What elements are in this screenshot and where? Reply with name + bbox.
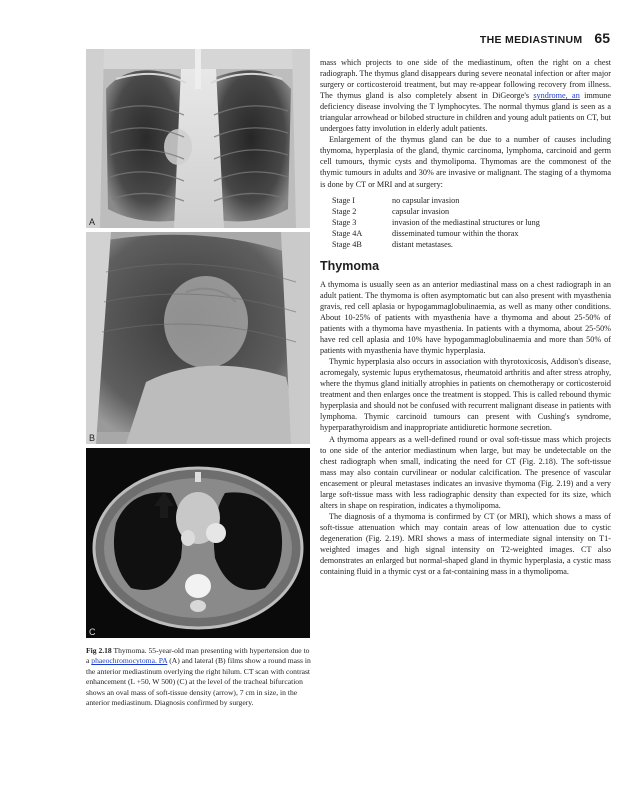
page-number: 65 [594,30,610,46]
figure-label: Fig 2.18 [86,646,112,655]
panel-letter-c: C [89,627,96,637]
body-text-column [320,57,611,577]
paragraph-1-text-a: mass which projects to one side of the mediastinum, often the right on a chest radiograph. The thymus gland disappears during severe neonatal infection or after major surgery or corticosteroid treatment, but may re-appear following recovery from illness. The thymus gland is also completely absent in DiGeorge's [320,58,611,101]
staging-row [332,195,611,206]
paragraph-1-text-b: immune deficiency disease involving the T lymphocytes. The normal thymus gland is seen as a triangular arrowhead or bilobed structure in children and young adult patients on CT, but undergoes fatty involution in elderly adult patients. [320,91,611,134]
stage-description: capsular invasion [392,206,450,216]
figure-panel-a-pa-radiograph [86,49,310,228]
caption-link[interactable]: phaeochromocytoma. PA [91,656,168,666]
running-header [320,30,610,46]
paragraph-thymus-intro [320,57,611,134]
stage-label: Stage I [332,195,355,205]
stage-label: Stage 3 [332,217,357,227]
section-heading-thymoma: Thymoma [320,258,380,273]
paragraph-thymic-hyperplasia: Thymic hyperplasia also occurs in association with thyrotoxicosis, Addison's disease, acromegaly, systemic lupus erythematosus, rheumatoid arthritis and after stress atrophy, where the thymus gland initially atrophies in patients on chemotherapy or corticosteroid treatment and then enlarges once the treatment is stopped. This is called rebound thymic hyperplasia and should not be confused with recurrent malignant disease in patients with lymphoma. Thymic carcinoid tumours can present with Cushing's syndrome, hyperparathyroidism and inappropriate antidiuretic hormone secretion. [320,357,611,433]
stage-label: Stage 2 [332,206,357,216]
caption-text-2: (A) and lateral (B) films show a round mass in the anterior mediastinum overlying the right hilum. CT scan with contrast enhancement (L +50, W 500) (C) at the level of the tracheal bifurcation shows an oval mass of soft-tissue density (arrow), 7 cm in size, in the anterior mediastinum. Diagnosis confirmed by surgery. [86,656,311,708]
stage-description: no capsular invasion [392,195,460,205]
staging-row [332,217,611,228]
caption-text-1: Thymoma. 55-year-old man presenting with hypertension due to a [86,646,310,666]
figure-panel-c-ct-scan [86,448,310,638]
panel-letter-b: B [89,433,96,443]
paragraph-thymus-enlargement: Enlargement of the thymus gland can be due to a number of causes including thymoma, hyperplasia of the gland, thymic carcinoma, lymphoma, carcinoid and germ cell tumours, thymic cysts and thymolipoma. Thymomas are the commonest of the thymic tumours in adults and 30% are invasive or malignant. The staging of a thymoma is done by CT or MRI and at surgery: [320,135,611,189]
pa-radiograph-image [86,49,310,228]
staging-row [332,206,611,217]
running-title: THE MEDIASTINUM [479,34,583,46]
stage-label: Stage 4A [332,228,363,238]
staging-list [332,195,611,250]
paragraph-thymoma-presentation: A thymoma is usually seen as an anterior mediastinal mass on a chest radiograph in an adult patient. The thymoma is often asymptomatic but can also present with myasthenia gravis, red cell aplasia or hypogammaglobulinaemia, as well as many other conditions. About 10-25% of patients with myasthenia have a thymoma and about 25-50% of patients with a thymoma have myasthenia. In patients with a thymoma, about 25-50% have red cell aplasia and 10% have hypogammaglobulinaemia and more than 50% of patients with myasthenia have thymic hyperplasia. [320,279,611,356]
figure-caption [86,646,312,708]
stage-description: disseminated tumour within the thorax [392,228,519,238]
lateral-radiograph-image [86,232,310,444]
stage-label: Stage 4B [332,239,362,249]
staging-row [332,239,611,250]
staging-row [332,228,611,239]
stage-description: invasion of the mediastinal structures or lung [392,217,540,227]
panel-letter-a: A [89,217,96,227]
paragraph-thymoma-appearance: A thymoma appears as a well-defined round or oval soft-tissue mass which projects to one side of the anterior mediastinum when large, but may be undetectable on the chest radiograph when small, indicating the need for CT (Fig. 2.18). The soft-tissue mass may also contain curvilinear or nodular calcification. The presence of vascular encasement or pleural metastases indicates an invasive thymoma (Fig. 2.19) and a very large soft-tissue mass with less radiographic density than expected for its size, which alters in shape on respiration, indicates a thymolipoma. [320,434,611,510]
stage-description: distant metastases. [392,239,453,249]
paragraph-thymoma-diagnosis: The diagnosis of a thymoma is confirmed by CT (or MRI), which shows a mass of soft-tissue attenuation which may contain areas of low attenuation due to cystic degeneration (Fig. 2.19). MRI shows a mass of intermediate signal intensity on T1-weighted images and high signal intensity on T2-weighted images. CT also demonstrates an enlarged but normal-shaped gland in thymic hyperplasia, a cystic mass containing fluid in a thymic cyst or a fat-containing mass in a thymolipoma. [320,511,611,577]
ct-scan-image [86,448,310,638]
figure-panel-b-lateral-radiograph [86,232,310,444]
syndrome-link[interactable]: syndrome, an [533,91,580,101]
